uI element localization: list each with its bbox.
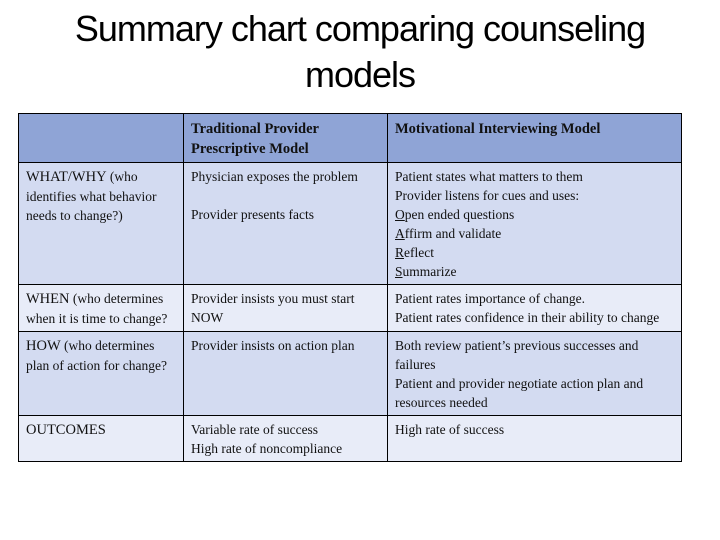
header-row xyxy=(19,114,682,163)
row-label-how xyxy=(19,332,184,416)
cell-line: Patient and provider negotiate action plan and resources needed xyxy=(395,376,644,410)
cell-text: Provider insists on action plan xyxy=(191,338,355,353)
cell-mi-what-why xyxy=(388,163,682,285)
oars-item-reflect: Reflect xyxy=(395,245,434,260)
cell-line: Provider presents facts xyxy=(191,207,314,222)
header-cell-motivational: Motivational Interviewing Model xyxy=(388,114,682,163)
row-label-detail: (who identifies what behavior needs to change?) xyxy=(26,169,157,223)
header-cell-empty xyxy=(19,114,184,163)
row-label-what-why xyxy=(19,163,184,285)
cell-line: High rate of noncompliance xyxy=(191,441,343,456)
cell-line: Patient rates importance of change. xyxy=(395,291,586,306)
slide-title-line-1: Summary chart comparing counseling xyxy=(74,8,646,49)
oars-item-summarize: Summarize xyxy=(395,264,457,279)
cell-line: High rate of success xyxy=(395,422,505,437)
cell-line: Variable rate of success xyxy=(191,422,319,437)
table-row-outcomes xyxy=(19,416,682,462)
cell-traditional-outcomes xyxy=(184,416,388,462)
comparison-table xyxy=(18,113,682,462)
cell-traditional-how xyxy=(184,332,388,416)
cell-mi-outcomes xyxy=(388,416,682,462)
cell-line: Physician exposes the problem xyxy=(191,169,358,184)
row-label-lead: WHEN xyxy=(26,291,70,307)
cell-traditional-when xyxy=(184,285,388,332)
cell-line: Patient states what matters to them xyxy=(395,169,583,184)
cell-line: Patient rates confidence in their ability to change xyxy=(395,310,660,325)
row-label-when xyxy=(19,285,184,332)
cell-mi-when xyxy=(388,285,682,332)
cell-line: Provider listens for cues and uses: xyxy=(395,188,580,203)
row-label-detail: (who determines plan of action for change? xyxy=(26,338,167,373)
cell-text: Provider insists you must start xyxy=(191,291,355,306)
cell-mi-how xyxy=(388,332,682,416)
slide-title xyxy=(40,6,680,98)
header-cell-traditional: Traditional Provider Prescriptive Model xyxy=(184,114,388,163)
cell-emphasis: NOW xyxy=(191,310,224,325)
row-label-outcomes xyxy=(19,416,184,462)
table-row-what-why xyxy=(19,163,682,285)
cell-traditional-what-why xyxy=(184,163,388,285)
row-label-lead: OUTCOMES xyxy=(26,422,106,438)
cell-line: Both review patient’s previous successes and failures xyxy=(395,338,639,372)
row-label-lead: HOW xyxy=(26,338,61,354)
oars-item-affirm: Affirm and validate xyxy=(395,226,502,241)
oars-item-open: Open ended questions xyxy=(395,207,515,222)
table-row-when xyxy=(19,285,682,332)
slide-title-line-2: models xyxy=(304,54,416,95)
table-row-how xyxy=(19,332,682,416)
row-label-lead: WHAT/WHY xyxy=(26,169,107,185)
row-label-detail: (who determines when it is time to change? xyxy=(26,291,168,326)
